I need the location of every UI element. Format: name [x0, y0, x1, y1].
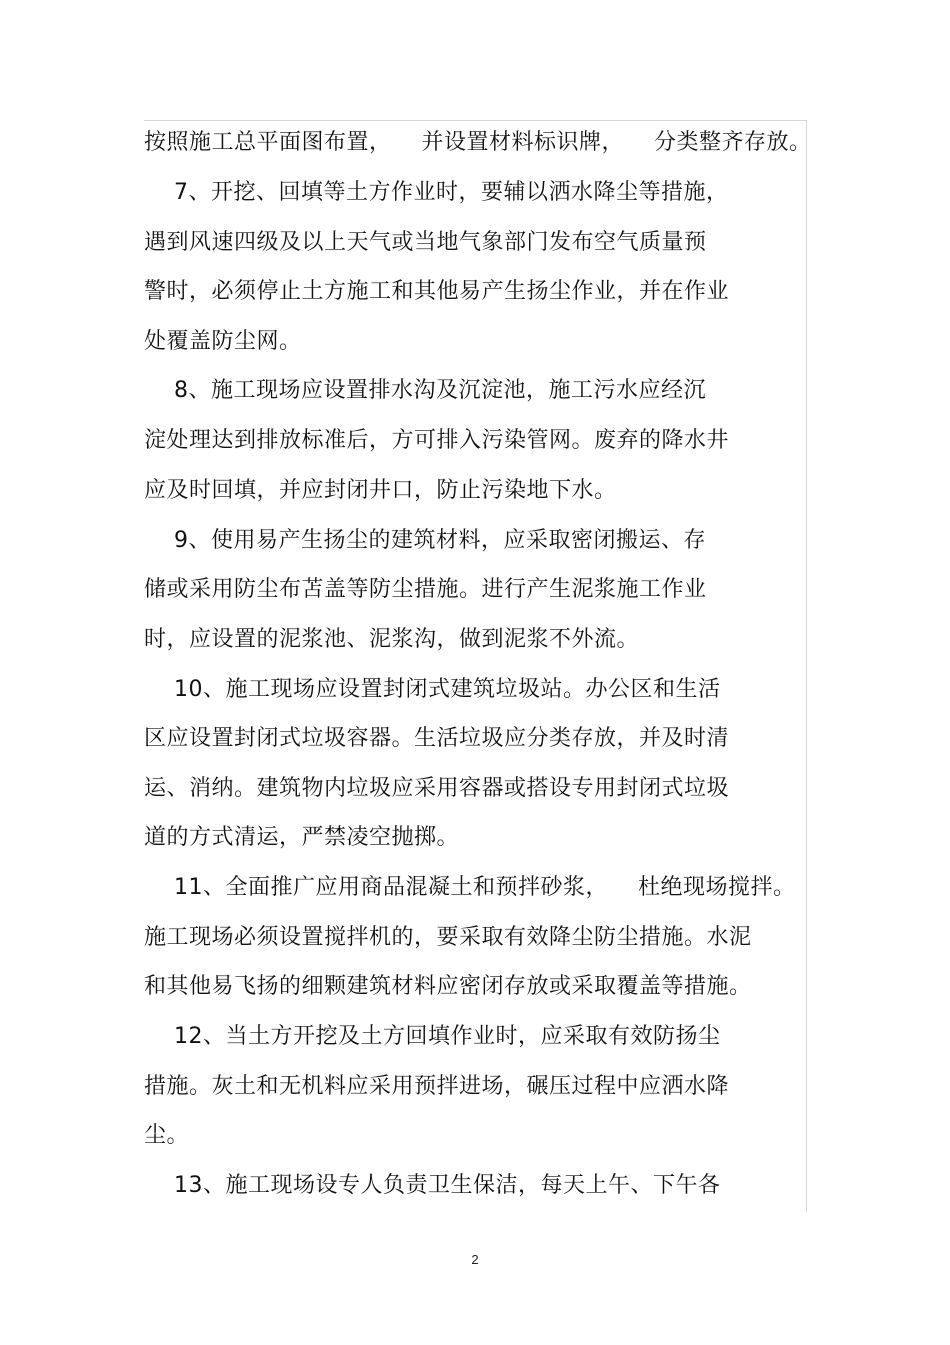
text-line: 时，应设置的泥浆池、泥浆沟，做到泥浆不外流。 [144, 627, 640, 652]
text-line: 淀处理达到排放标准后，方可排入污染管网。废弃的降水井 [144, 428, 730, 453]
text-line: 应及时回填，并应封闭井口，防止污染地下水。 [144, 478, 617, 503]
text-line: 10、施工现场应设置封闭式建筑垃圾站。办公区和生活 [144, 677, 721, 702]
text-line: 13、施工现场设专人负责卫生保洁，每天上午、下午各 [144, 1173, 721, 1198]
text-line: 区应设置封闭式垃圾容器。生活垃圾应分类存放，并及时清 [144, 726, 730, 751]
page-number: 2 [471, 1252, 479, 1267]
text-line: 遇到风速四级及以上天气或当地气象部门发布空气质量预 [144, 230, 707, 255]
text-line: 储或采用防尘布苫盖等防尘措施。进行产生泥浆施工作业 [144, 577, 707, 602]
text-line: 按照施工总平面图布置， 并设置材料标识牌， 分类整齐存放。 [144, 130, 812, 155]
text-line: 警时，必须停止土方施工和其他易产生扬尘作业，并在作业 [144, 279, 730, 304]
text-line: 11、全面推广应用商品混凝土和预拌砂浆， 杜绝现场搅拌。 [144, 875, 796, 900]
text-line: 施工现场必须设置搅拌机的，要采取有效降尘防尘措施。水泥 [144, 925, 752, 950]
text-line: 措施。灰土和无机料应采用预拌进场，碾压过程中应洒水降 [144, 1074, 730, 1099]
text-line: 7、开挖、回填等土方作业时，要辅以洒水降尘等措施， [144, 180, 729, 205]
text-line: 尘。 [144, 1123, 190, 1148]
text-line: 处覆盖防尘网。 [144, 329, 302, 354]
text-line: 9、使用易产生扬尘的建筑材料，应采取密闭搬运、存 [144, 528, 706, 553]
text-line: 12、当土方开挖及土方回填作业时，应采取有效防扬尘 [144, 1024, 721, 1049]
text-line: 和其他易飞扬的细颗建筑材料应密闭存放或采取覆盖等措施。 [144, 974, 752, 999]
text-line: 8、施工现场应设置排水沟及沉淀池，施工污水应经沉 [144, 378, 706, 403]
text-line: 运、消纳。建筑物内垃圾应采用容器或搭设专用封闭式垃圾 [144, 776, 730, 801]
text-line: 道的方式清运，严禁凌空抛掷。 [144, 825, 460, 850]
